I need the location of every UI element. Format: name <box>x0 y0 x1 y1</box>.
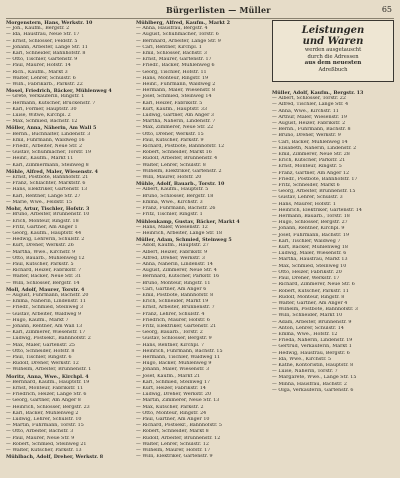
list-item: — Heinrich, Elektriker, Gartenstr. 14 <box>272 207 362 213</box>
list-item: Mühlbach, Adolf, Dreher, Werkstr. 8 <box>6 454 104 461</box>
column-3 <box>272 20 394 474</box>
list-item: — Rich., Kaufm., Markt 3 <box>6 69 68 75</box>
list-item: — Ludwig, Maler, Wiesenstr. 6 <box>272 251 347 257</box>
list-item: — Bruno, Arbeiter, Brunnenstr. 10 <box>6 212 90 218</box>
list-item: — Kurt, Dreher, Werkstr. 26 <box>6 243 74 249</box>
list-item: — Friedr., Arbeiter, Neue Str. 2 <box>6 144 83 150</box>
list-item: Möller, Anna, Näherin, Am Wall 5 <box>6 125 97 132</box>
list-item: — Richard, Postsekr., Bahnhofstr. 5 <box>136 423 222 429</box>
list-item: — Walter, Gärtner, Am Anger 4 <box>272 300 348 306</box>
list-item: — Walter, Lehrer, Schulstr. 12 <box>136 441 209 447</box>
list-item: — Martha, Näherin, Lindenstr. 7 <box>136 119 216 125</box>
list-item: — Gustav, Schuhmacher, Torstr. 19 <box>6 150 92 156</box>
list-item: — August, Schuhmacher, Torstr. 6 <box>136 32 219 38</box>
list-item: — Emil, Schlosser, Bachstr. 3 <box>136 51 207 57</box>
list-item: — Josef, Schmied, Steinweg 14 <box>136 94 212 100</box>
ad-text-1: werden ausgetauscht <box>304 47 362 53</box>
list-item: — Anna, Hausfrau, Bergstr. 4 <box>136 26 208 32</box>
list-item: — Richard, Postbote, Bahnhofstr. 12 <box>136 144 225 150</box>
list-item: — Wilh., Fabrikarb., Parkstr. 22 <box>6 82 83 88</box>
ad-heading-1: Leistungen <box>301 25 365 36</box>
list-item: — Wilhelm, Maurer, Hofstr. 17 <box>136 448 211 454</box>
list-item: — Arthur, Maler, Wiesenstr. 19 <box>272 114 347 120</box>
list-item: — Max, Kutscher, Parkstr. 2 <box>136 404 204 410</box>
list-item: — Hugo, Bäcker, Mühlenweg 9 <box>136 361 212 367</box>
page-title: Bürgerlisten — Müller <box>166 5 271 15</box>
list-item: — Ernst, Monteur, Fabrikstr. 11 <box>6 385 84 391</box>
list-item: — Robert, Schmied, Steinweg 21 <box>6 441 87 447</box>
column-3-entries <box>272 90 394 394</box>
list-item: — Rudolf, Monteur, Ringstr. 8 <box>272 294 345 300</box>
list-item: — Fritz, Schneider, Markt 6 <box>272 183 340 189</box>
list-item: — Bernh., Buchhalter, Lindenstr. 3 <box>6 131 91 137</box>
list-item: — Emma, Wwe., Kirchstr. 3 <box>136 199 203 205</box>
list-item: — Anna, Näherin, Lindenstr. 14 <box>136 261 213 267</box>
list-item: — Willi, Schneider, Markt 10 <box>272 313 343 319</box>
list-item: — Robert, Schneider, Markt 8 <box>136 429 209 435</box>
list-item: — Johann, Rentner, Am Wall 13 <box>6 323 83 329</box>
list-item: — Walter, Bäcker, Neue Str. 31 <box>6 274 82 280</box>
list-item: Mosel, Friedrich, Bäcker, Mühlenweg 4 <box>6 88 112 95</box>
list-item: — Martin, Fuhrmann, Torstr. 15 <box>6 423 84 429</box>
list-item: — Hans, Monteur, Ringstr. 19 <box>136 75 209 81</box>
list-item: — Otto, Dreher, Werkstr. 15 <box>136 131 204 137</box>
list-item: — Ludwig, Postsekr., Bahnhofstr. 2 <box>6 336 91 342</box>
list-item: Möhle, Alfred, Maler, Wiesenstr. 4 <box>6 168 98 175</box>
list-item: — Willi, Maurer, Hofstr. 20 <box>136 175 202 181</box>
list-item: — Heinr., Fuhrmann, Waldweg 2 <box>136 82 216 88</box>
list-item: — Kurt, Heizer, Fabrikstr. 14 <box>136 385 206 391</box>
list-item: — Karl, Zimmermann, Steinweg 8 <box>6 162 89 168</box>
list-item: — Ida, Hausfrau, Neue Str. 17 <box>6 32 80 38</box>
list-item: — Max, Maler, Gartenstr. 25 <box>6 342 75 348</box>
list-item: — Elisabeth, Näherin, Lindenstr. 2 <box>272 145 357 151</box>
list-item: — Heinr., Kaufm., Markt 11 <box>6 156 74 162</box>
list-item: — Gustav, Arbeiter, Waldweg 9 <box>6 311 82 317</box>
list-item: — Hans, Rentner, Kirchpl. 7 <box>136 342 205 348</box>
list-item: — Kurt, Bäcker, Mühlenweg 18 <box>272 245 348 251</box>
list-item: — Marie, Wwe., Feldstr. 15 <box>6 199 73 205</box>
list-item: — Wilhelm, Elektriker, Gartenstr. 2 <box>136 168 222 174</box>
list-item: — Richard, Zimmerer, Neue Str. 6 <box>272 282 355 288</box>
list-item: — Hugo, Schlosser, Bergstr. 27 <box>272 220 348 226</box>
list-item: — Emil, Fuhrmann, Waldweg 16 <box>6 137 85 143</box>
list-item: — Hugo, Kaufm., Markt 7 <box>6 317 69 323</box>
list-item: — Hans, Maler, Wiesenstr. 12 <box>136 224 208 230</box>
list-item: — Johann, Arbeiter, Lange Str. 11 <box>6 44 88 50</box>
list-item: — Georg, Arbeiter, Brunnenstr. 15 <box>272 189 356 195</box>
list-item: — Rudolf, Arbeiter, Brunnenstr. 4 <box>136 156 218 162</box>
list-item: — Johann, Rentner, Kirchpl. 9 <box>272 226 345 232</box>
list-item: — Friedr., Schmied, Steinweg 3 <box>6 305 84 311</box>
list-item: — Ernst, Maurer, Gartenstr. 17 <box>136 57 212 63</box>
columns <box>6 20 394 474</box>
list-item: — Willi, Elektriker, Gartenstr. 9 <box>136 454 213 460</box>
list-item: Müller, Adam, Schmied, Steinweg 5 <box>136 237 232 244</box>
list-item: — Ernst, Arbeiter, Brunnenstr. 7 <box>136 305 215 311</box>
list-item: — Otto, Bauarb., Mühlenweg 12 <box>6 255 85 261</box>
list-item: — Georg, Tischler, Hofstr. 11 <box>136 69 207 75</box>
list-item: — Hedwig, Hausfrau, Bergstr. 6 <box>272 350 350 356</box>
list-item: — Adam, Arbeiter, Brunnenstr. 9 <box>272 319 352 325</box>
list-item: — Ludwig, Dreher, Werkstr. 20 <box>136 392 212 398</box>
list-item: — Ludwig, Gärtner, Am Anger 3 <box>136 113 214 119</box>
list-item: — Max, Schmied, Steinweg 10 <box>272 263 347 269</box>
list-item: — Georg, Bauarb., Torstr. 2 <box>136 330 203 336</box>
list-item: — Otto, Heizer, Fabrikstr. 20 <box>272 269 342 275</box>
list-item: — Walter, Lehrer, Schulstr. 6 <box>6 75 76 81</box>
list-item: — Hans, Elektriker, Gartenstr. 13 <box>6 187 88 193</box>
list-item: — Heinrich, Schlosser, Bergstr. 23 <box>6 404 90 410</box>
ad-text-3: aus dem neuesten <box>304 60 362 66</box>
list-item: — Margarete, Wwe., Lange Str. 15 <box>272 375 357 381</box>
list-item: — Paul, Dreher, Werkstr. 17 <box>272 276 340 282</box>
list-item: — Franz, Schlachter, Marktstr. 6 <box>6 181 86 187</box>
list-item: — Heinrich, Arbeiter, Lange Str. 18 <box>136 230 223 236</box>
list-item: — Frieda, Näherin, Lindenstr. 19 <box>272 338 353 344</box>
list-item: — Olga, Verkäuferin, Gartenstr. 6 <box>272 387 354 393</box>
list-item: — Paul, Tischler, Ringstr. 6 <box>6 354 72 360</box>
list-item: — Hedwig, Lehrerin, Schulstr. 2 <box>6 237 85 243</box>
list-item: — Hermann, Kutscher, Brückenstr. 7 <box>6 100 96 106</box>
list-item: — Franz, Gärtner, Am Anger 12 <box>272 170 350 176</box>
list-item: — Bernhard, Arbeiter, Lange Str. 9 <box>136 38 221 44</box>
list-item: — Fritz, Gärtner, Am Anger 1 <box>6 224 78 230</box>
list-item: — Karl, Schneider, Bahnhofstr. 8 <box>6 51 86 57</box>
list-item: — Ernst, Postbote, Bahnhofstr. 21 <box>6 175 89 181</box>
list-item: — Georg, Kaufm., Hauptstr. 44 <box>6 230 82 236</box>
list-item: — Heinrich, Fuhrmann, Bachstr. 15 <box>136 348 223 354</box>
list-item: Moritz, Anna, Wwe., Kirchpl. 4 <box>6 373 89 380</box>
page-header <box>6 4 394 19</box>
list-item: — Gustav, Schlosser, Bergstr. 9 <box>136 336 212 342</box>
list-item: — Karl, Rentner, Lange Str. 27 <box>6 193 81 199</box>
list-item: — Georg, Gärtner, Am Anger 8 <box>6 398 81 404</box>
list-item: — Albert, Heizer, Fabrikstr. 9 <box>136 249 208 255</box>
list-item: — Emil, Postbote, Bahnhofstr. 8 <box>136 292 214 298</box>
list-item: — Luise, Näherin, Torstr. 7 <box>272 369 338 375</box>
list-item: — Martha, Wwe., Kirchstr. 9 <box>6 249 76 255</box>
list-item: — Kurt, Kaufm., Hauptstr. 33 <box>136 106 208 112</box>
list-item: — Minna, Hausfrau, Bachstr. 2 <box>272 381 347 387</box>
ad-text-2: durch die Adressen <box>307 53 359 60</box>
list-item: — Hans, Maurer, Hofstr. 1 <box>272 201 336 207</box>
list-item: — Karl, Former, Hauptstr. 30 <box>6 106 77 112</box>
list-item: — Robert, Schneider, Markt 16 <box>136 150 212 156</box>
list-item: — Franz, Fuhrmann, Bachstr. 26 <box>136 206 216 212</box>
list-item: — Albert, Schlosser, Torstr. 22 <box>272 96 346 102</box>
list-item: — Erich, Monteur, Ringstr. 18 <box>6 218 79 224</box>
column-1 <box>6 20 130 474</box>
list-item: — Carl, Bäcker, Mühlenweg 14 <box>272 139 348 145</box>
list-item: — Erich, Schneider, Markt 19 <box>136 299 209 305</box>
list-item: — Bruno, Schlosser, Bergstr. 18 <box>136 193 214 199</box>
list-item: — Bernhard, Kaufm., Hauptstr. 19 <box>6 379 90 385</box>
list-item: — Friedrich, Maurer, Hofstr. 6 <box>136 317 210 323</box>
list-item: — Bernh., Fuhrmann, Bachstr. 8 <box>272 127 351 133</box>
ad-heading-2: und Waren <box>302 36 364 47</box>
list-item: — Bernhard, Kutscher, Parkstr. 16 <box>136 274 220 280</box>
list-item: — August, Fuhrmann, Bachstr. 20 <box>6 292 89 298</box>
list-item: — Karl, Schmied, Steinweg 17 <box>136 379 211 385</box>
list-item: — Adolf, Kaufm., Hauptstr. 27 <box>136 243 209 249</box>
list-item: — Paul, Maurer, Neue Str. 9 <box>6 435 75 441</box>
list-item: — Max, Zimmerer, Neue Str. 22 <box>136 125 214 131</box>
list-item: — Luise, Witwe, Kirchpl. 2 <box>6 113 71 119</box>
list-item: — Josef, Fuhrmann, Bachstr. 19 <box>272 232 349 238</box>
list-item: — Emil, Zimmerer, Neue Str. 28 <box>272 152 350 158</box>
list-item: — Friedr., Postbote, Bahnhofstr. 17 <box>272 176 358 182</box>
list-item: — August, Zimmerer, Neue Str. 4 <box>136 268 217 274</box>
list-item: — Rudolf, Dreher, Werkstr. 12 <box>6 361 79 367</box>
list-item: — Hermann, Tischler, Waldweg 11 <box>136 354 221 360</box>
list-item: — Hermann, Bauarb., Torstr. 18 <box>272 214 350 220</box>
list-item: — Ernst, Monteur, Ringstr. 5 <box>272 164 342 170</box>
list-item: — Otto, Monteur, Ringstr. 24 <box>136 410 207 416</box>
list-item: — Friedr., Bäcker, Mühlenweg 6 <box>136 63 215 69</box>
list-item: Mohr, Artur, Tischler, Hofstr. 3 <box>6 206 90 213</box>
list-item: — Paul, Kutscher, Parkstr. 5 <box>6 261 74 267</box>
list-item: — Walter, Kutscher, Parkstr. 13 <box>6 448 82 454</box>
list-item: — Martin, Zimmerer, Neue Str. 13 <box>136 398 220 404</box>
list-item: — Anna, Wwe., Kirchstr. 11 <box>272 108 339 114</box>
list-item: — Walter, Lehrer, Schulstr. 8 <box>136 162 206 168</box>
column-2 <box>136 20 266 474</box>
list-item: — Ida, Wwe., Kirchstr. 5 <box>272 356 332 362</box>
list-item: Mühlenkamp, Gustav, Bäcker, Markt 4 <box>136 218 240 225</box>
list-item: — Paul, Kutscher, Parkstr. 9 <box>136 137 204 143</box>
list-item: — Rudolf, Arbeiter, Brunnenstr. 12 <box>136 435 221 441</box>
list-item: — Johann, Maler, Wiesenstr. 3 <box>136 367 210 373</box>
list-item: — Ernst, Schlosser, Feldstr. 5 <box>6 38 78 44</box>
list-item: — Otto, Tischler, Gartenstr. 9 <box>6 57 78 63</box>
list-item: Mühle, Adolf, Bauarb., Torstr. 10 <box>136 181 225 188</box>
list-item: — Alfred, Dreher, Werkstr. 3 <box>136 255 205 261</box>
list-item: — Robert, Kutscher, Parkstr. 11 <box>272 288 349 294</box>
list-item: — Ludwig, Lehrer, Schulstr. 10 <box>6 417 82 422</box>
list-item: — Karl, Tischler, Waldweg 7 <box>272 238 341 244</box>
list-item: — Fritz, Elektriker, Gartenstr. 21 <box>136 323 217 329</box>
list-item: — Karl, Bäcker, Mühlenweg 2 <box>6 410 79 416</box>
list-item: — Käthe, Kontoristin, Hauptstr. 8 <box>272 362 354 368</box>
list-item: — Carl, Gärtner, Am Anger 6 <box>136 286 207 292</box>
list-item: — Karl, Heizer, Fabrikstr. 5 <box>136 100 203 106</box>
list-item: — Willi, Schlosser, Bergstr. 14 <box>6 280 80 286</box>
list-item: — Otto, Arbeiter, Bachstr. 3 <box>6 429 74 435</box>
list-item: — Friedrich, Heizer, Lange Str. 6 <box>6 392 87 398</box>
list-item: Moll, Adolf, Maurer, Torstr. 4 <box>6 286 85 293</box>
list-item: — Gustav, Lehrer, Schulstr. 3 <box>272 195 343 201</box>
list-item: — Fritz, Tischler, Ringstr. 1 <box>136 212 203 218</box>
list-item: — Anton, Lehrer, Schulstr. 14 <box>272 325 344 331</box>
list-item: — Otto, Schneider, Hofstr. 8 <box>6 348 75 354</box>
list-item: Mühlberg, Alfred, Kaufm., Markt 2 <box>136 20 231 26</box>
list-item: — Erich, Kutscher, Parkstr. 21 <box>272 158 346 164</box>
list-item: — August, Heizer, Fabrikstr. 2 <box>272 121 346 127</box>
list-item: — Bruno, Monteur, Ringstr. 11 <box>136 280 211 286</box>
list-item: — Grete, Verkäuferin, Ringstr. 1 <box>6 94 85 100</box>
list-item: — Max, Schmied, Bachstr. 12 <box>6 119 78 125</box>
list-item: — Wilhelm, Arbeiter, Brunnenstr. 1 <box>6 367 92 373</box>
page-number: 65 <box>381 5 392 14</box>
list-item: — Emma, Näherin, Lindenstr. 11 <box>6 299 86 305</box>
list-item: — Josef, Kaufm., Markt 21 <box>136 373 201 379</box>
list-item: — Bruno, Dreher, Werkstr. 9 <box>272 133 341 139</box>
ad-text-4: Adreßbuch <box>318 66 348 73</box>
list-item: — Emma, Wwe., Hofstr. 12 <box>272 331 338 337</box>
list-item: — Joh., Kaufm., Bergstr. 2 <box>6 26 70 32</box>
list-item: — Paul, Gärtner, Am Anger 10 <box>136 417 210 422</box>
list-item: Müller, Adolf, Kaufm., Bergstr. 13 <box>272 90 364 96</box>
advertisement-box <box>272 20 394 82</box>
list-item: — Gertrud, Verkäuferin, Markt 1 <box>272 344 352 350</box>
list-item: — Albert, Kaufm., Hauptstr. 5 <box>136 187 209 193</box>
list-item: — Wilhelm, Postbote, Bahnhofstr. 3 <box>272 307 358 313</box>
list-item: — Alfred, Tischler, Lange Str. 4 <box>272 102 349 108</box>
list-item: — Carl, Rentner, Kirchpl. 1 <box>136 44 202 50</box>
list-item: — Richard, Heizer, Fabrikstr. 7 <box>6 268 82 274</box>
list-item: — Martha, Hausfrau, Markt 13 <box>272 257 348 263</box>
list-item: — Franz, Lehrer, Schulstr. 4 <box>136 311 205 317</box>
list-item: — Hermann, Maler, Wiesenstr. 8 <box>136 88 216 94</box>
list-item: — Karl, Zimmerer, Wiesenstr. 17 <box>6 330 86 336</box>
list-item: — Paul, Maurer, Hofstr. 14 <box>6 63 71 69</box>
list-item: Morgenstern, Hans, Werkstr. 10 <box>6 20 93 26</box>
